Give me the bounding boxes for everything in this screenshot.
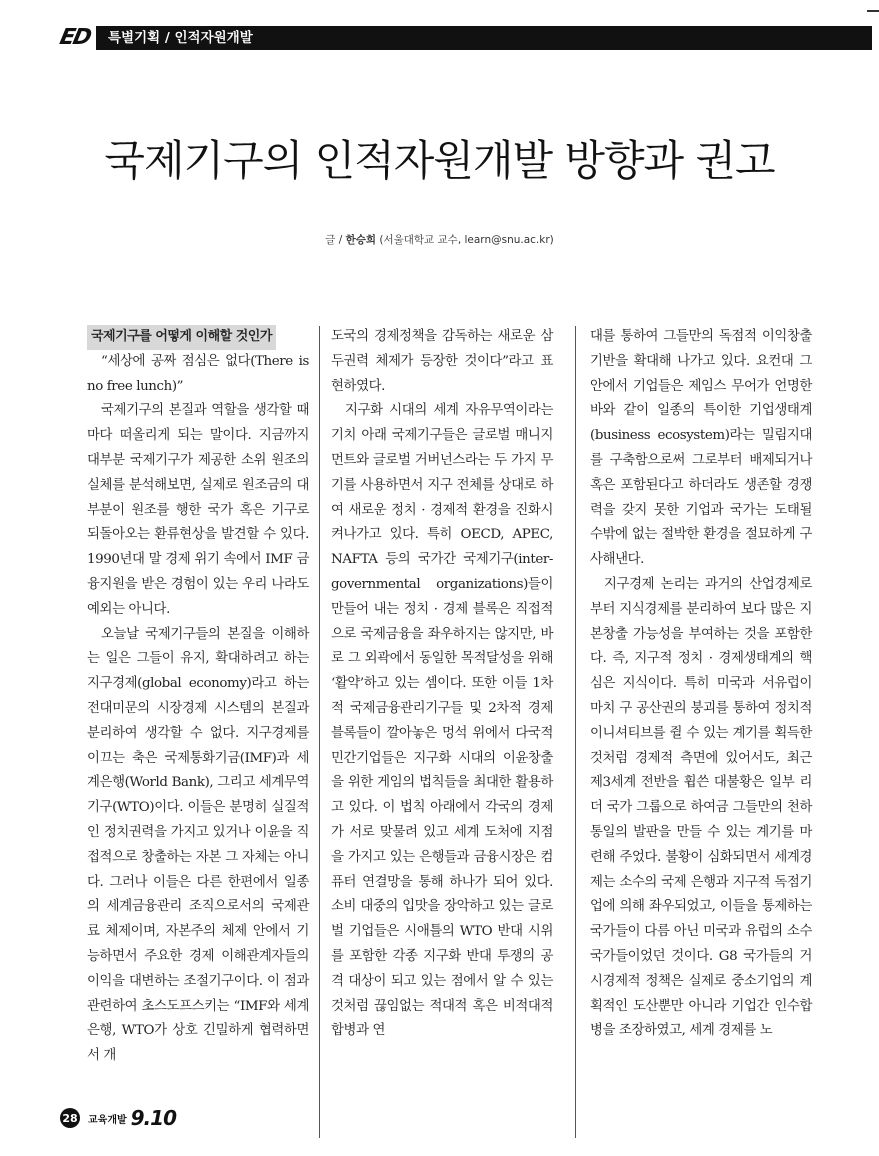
logo-text: ED xyxy=(57,25,93,50)
byline-prefix: 글 / xyxy=(325,234,346,246)
paragraph: 국제기구의 본질과 역할을 생각할 때마다 떠올리게 되는 말이다. 지금까지 대부분 국제기구가 제공한 소위 원조의 실체를 분석해보면, 실제로 원조금의 대부분이 원조를 행한 국가 혹은 기구로 되돌아오는 환류현상을 발견할 수 있다. 1990년대 말 경제 위기 속에서 IMF 금융지원을 받은 경험이 있는 우리 나라도 예외는 아니다. xyxy=(87,403,309,617)
column-divider-2 xyxy=(575,326,576,1138)
paragraph: 도국의 경제정책을 감독하는 새로운 삼두권력 체제가 등장한 것이다”라고 표현하였다. xyxy=(331,329,553,394)
article-column-3 xyxy=(590,325,812,1044)
page-number: 28 xyxy=(60,1108,80,1128)
issue-number: 9.10 xyxy=(130,1106,176,1130)
paragraph: 지구경제 논리는 과거의 산업경제로부터 지식경제를 분리하여 보다 많은 지본창출 가능성을 부여하는 것을 포함한다. 즉, 지구적 정치 · 경제생태계의 핵심은 지식이다. 특히 미국과 서유럽이 마치 구 공산권의 붕괴를 통하여 정치적 이니셔티브를 쥘 수 있는 계기를 획득한 것처럼 경제적 측면에 있어서도, 최근 제3세계 전반을 휩쓴 대불황은 일부 리더 국가 그룹으로 하여금 그들만의 천하통일의 발판을 만들 수 있는 계기를 마련해 주었다. 불황이 심화되면서 세계경제는 소수의 국제 은행과 지구적 독점기업에 의해 좌우되었고, 이들을 통제하는 국가들이 다름 아닌 미국과 유럽의 소수 국가들이었던 것이다. G8 국가들의 거시경제적 정책은 실제로 중소기업의 계획적인 도산뿐만 아니라 기업간 인수합병을 조장하였고, 세계 경제를 노 xyxy=(590,576,812,1039)
column-divider-1 xyxy=(319,326,320,1138)
byline xyxy=(0,232,879,247)
section-label: 특별기획 / 인적자원개발 xyxy=(108,30,253,46)
page-footer xyxy=(60,1106,176,1130)
magazine-name: 교육개발 xyxy=(88,1114,127,1126)
byline-author: 한승희 xyxy=(345,234,377,246)
article-title: 국제기구의 인적자원개발 방향과 권고 xyxy=(104,136,775,185)
paragraph: “세상에 공짜 점심은 없다(There is no free lunch)” xyxy=(87,353,309,394)
paragraph: 오늘날 국제기구들의 본질을 이해하는 일은 그들이 유지, 확대하려고 하는 지구경제(global economy)라고 하는 전대미문의 시장경제 시스템의 본질과 분리하여 생각할 수 없다. 지구경제를 이끄는 축은 국제통화기금(IMF)과 세계은행(World Bank), 그리고 세계무역기구(WTO)이다. 이들은 분명히 실질적인 정치권력을 가지고 있거나 이윤을 직접적으로 창출하는 자본 그 자체는 아니다. 그러나 이들은 다른 한편에서 일종의 세계금융관리 조직으로서의 국제관료 체제이며, 자본주의 체제 안에서 기능하면서 주요한 경제 이해관계자들의 이익을 대변하는 조절기구이다. 이 점과 관련하여 초스도프스키는 “IMF와 세계은행, WTO가 상호 긴밀하게 협력하면서 개 xyxy=(87,626,309,1064)
section-subheading: 국제기구를 어떻게 이해할 것인가 xyxy=(87,325,276,350)
corner-mark xyxy=(867,10,879,12)
magazine-logo xyxy=(57,24,96,52)
paragraph: 지구화 시대의 세계 자유무역이라는 기치 아래 국제기구들은 글로벌 매니지먼트와 글로벌 거버넌스라는 두 가지 무기를 사용하면서 지구 전체를 상대로 하여 새로운 정치 · 경제적 환경을 진화시켜나가고 있다. 특히 OECD, APEC, NAFTA 등의 국가간 국제기구(inter-governmental organizations)들이 만들어 내는 정치 · 경제 블록은 직접적으로 국제금융을 좌우하지는 않지만, 바로 그 외곽에서 동일한 목적달성을 위해 ‘활약’하고 있는 셈이다. 또한 이들 1차적 국제금융관리기구들 및 2차적 경제블록들이 깔아놓은 멍석 위에서 다국적 민간기업들은 지구화 시대의 이윤창출을 위한 게임의 법칙들을 최대한 활용하고 있다. 이 법칙 아래에서 각국의 경제가 서로 맞물려 있고 세계 도처에 지점을 가지고 있는 은행들과 금융시장은 컴퓨터 연결망을 통해 하나가 되어 있다. 소비 대중의 입맛을 장악하고 있는 글로벌 기업들은 시애틀의 WTO 반대 시위를 포함한 각종 지구화 반대 투쟁의 공격 대상이 되고 있는 점에서 알 수 있는 것처럼 끊임없는 적대적 혹은 비적대적 합병과 연 xyxy=(331,403,553,1039)
paragraph: 대를 통하여 그들만의 독점적 이익창출 기반을 확대해 나가고 있다. 요컨대 그 안에서 기업들은 제임스 무어가 언명한 바와 같이 일종의 특이한 기업생태계(business ecosystem)라는 밀림지대를 구축함으로써 그로부터 배제되거나 혹은 포함된다고 하더라도 생존할 경쟁력을 갖지 못한 기업과 국가는 도태될 수밖에 없는 절박한 환경을 절묘하게 구사해낸다. xyxy=(590,329,812,568)
article-column-1 xyxy=(87,325,309,1069)
article-column-2 xyxy=(331,325,553,1044)
byline-affiliation: (서울대학교 교수, learn@snu.ac.kr) xyxy=(376,234,554,246)
